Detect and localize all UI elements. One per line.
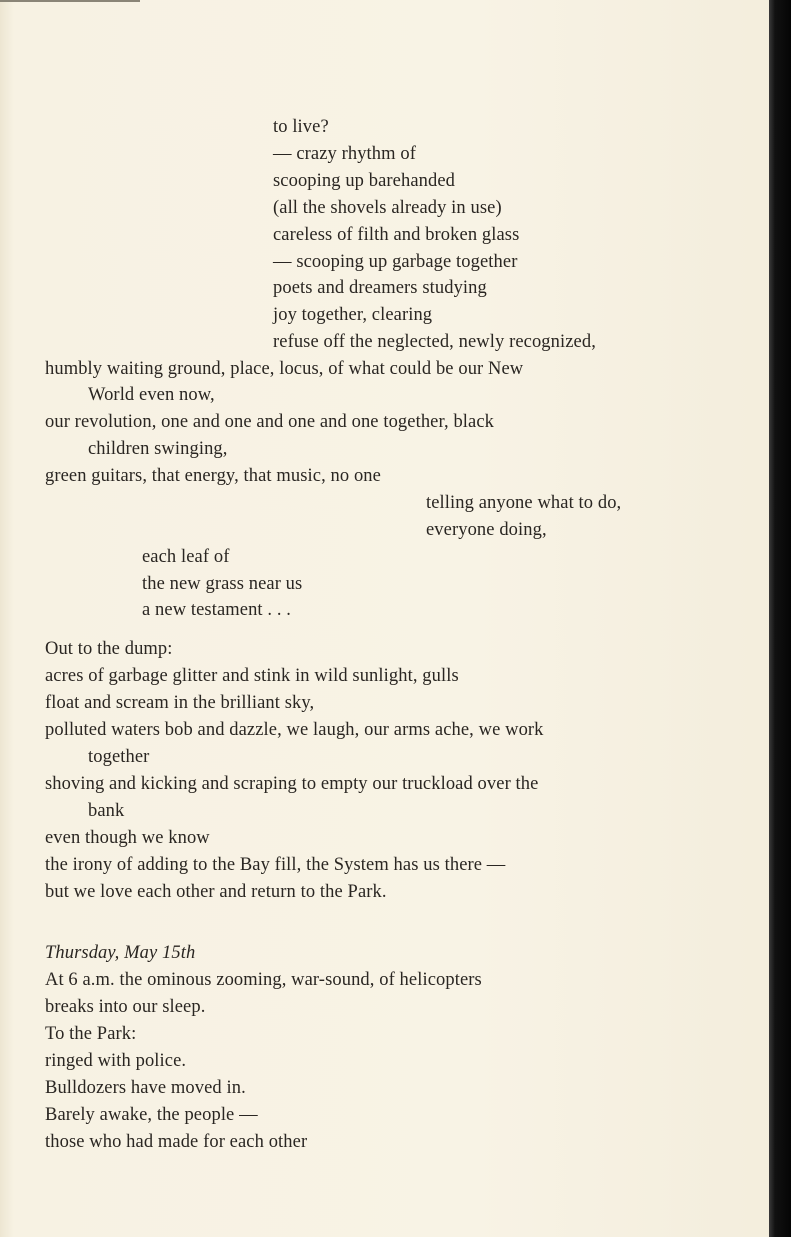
- poem-line: (all the shovels already in use): [273, 198, 502, 218]
- poem-line: joy together, clearing: [273, 305, 433, 325]
- poem-line: humbly waiting ground, place, locus, of what could be our New: [45, 359, 524, 379]
- poem-line: ringed with police.: [45, 1051, 187, 1071]
- poem-line: acres of garbage glitter and stink in wild sunlight, gulls: [45, 666, 459, 686]
- poem-line: telling anyone what to do,: [426, 493, 622, 513]
- poem-line: green guitars, that energy, that music, no one: [45, 466, 381, 486]
- poem-line: To the Park:: [45, 1024, 137, 1044]
- poem-line: World even now,: [88, 385, 215, 405]
- poem-line: scooping up barehanded: [273, 171, 456, 191]
- poem-line: each leaf of: [142, 547, 230, 567]
- poem-line: those who had made for each other: [45, 1132, 308, 1152]
- poem-line: bank: [88, 801, 125, 821]
- date-heading: Thursday, May 15th: [45, 943, 196, 963]
- poem-line: children swinging,: [88, 439, 228, 459]
- poem-line: Out to the dump:: [45, 639, 173, 659]
- poem-line: At 6 a.m. the ominous zooming, war-sound, of helicopters: [45, 970, 482, 990]
- poem-line: the new grass near us: [142, 574, 303, 594]
- top-edge-rule: [0, 0, 140, 2]
- poem-line: the irony of adding to the Bay fill, the System has us there —: [45, 855, 506, 875]
- poem-line: everyone doing,: [426, 520, 547, 540]
- poem-line: — crazy rhythm of: [273, 144, 416, 164]
- poem-line: a new testament . . .: [142, 600, 292, 620]
- poem-line: our revolution, one and one and one and one together, black: [45, 412, 495, 432]
- poem-line: polluted waters bob and dazzle, we laugh, our arms ache, we work: [45, 720, 544, 740]
- poem-line: but we love each other and return to the Park.: [45, 882, 387, 902]
- poem-line: to live?: [273, 117, 329, 137]
- poem-line: — scooping up garbage together: [273, 252, 518, 272]
- poem-line: refuse off the neglected, newly recognized,: [273, 332, 596, 352]
- poem-line: shoving and kicking and scraping to empty our truckload over the: [45, 774, 539, 794]
- poem-line: Barely awake, the people —: [45, 1105, 258, 1125]
- poem-line: float and scream in the brilliant sky,: [45, 693, 315, 713]
- poem-line: breaks into our sleep.: [45, 997, 206, 1017]
- poem-line: even though we know: [45, 828, 210, 848]
- poem-line: together: [88, 747, 150, 767]
- poem-line: Bulldozers have moved in.: [45, 1078, 246, 1098]
- poem-line: careless of filth and broken glass: [273, 225, 520, 245]
- book-spine-edge: [769, 0, 791, 1237]
- poem-line: poets and dreamers studying: [273, 278, 487, 298]
